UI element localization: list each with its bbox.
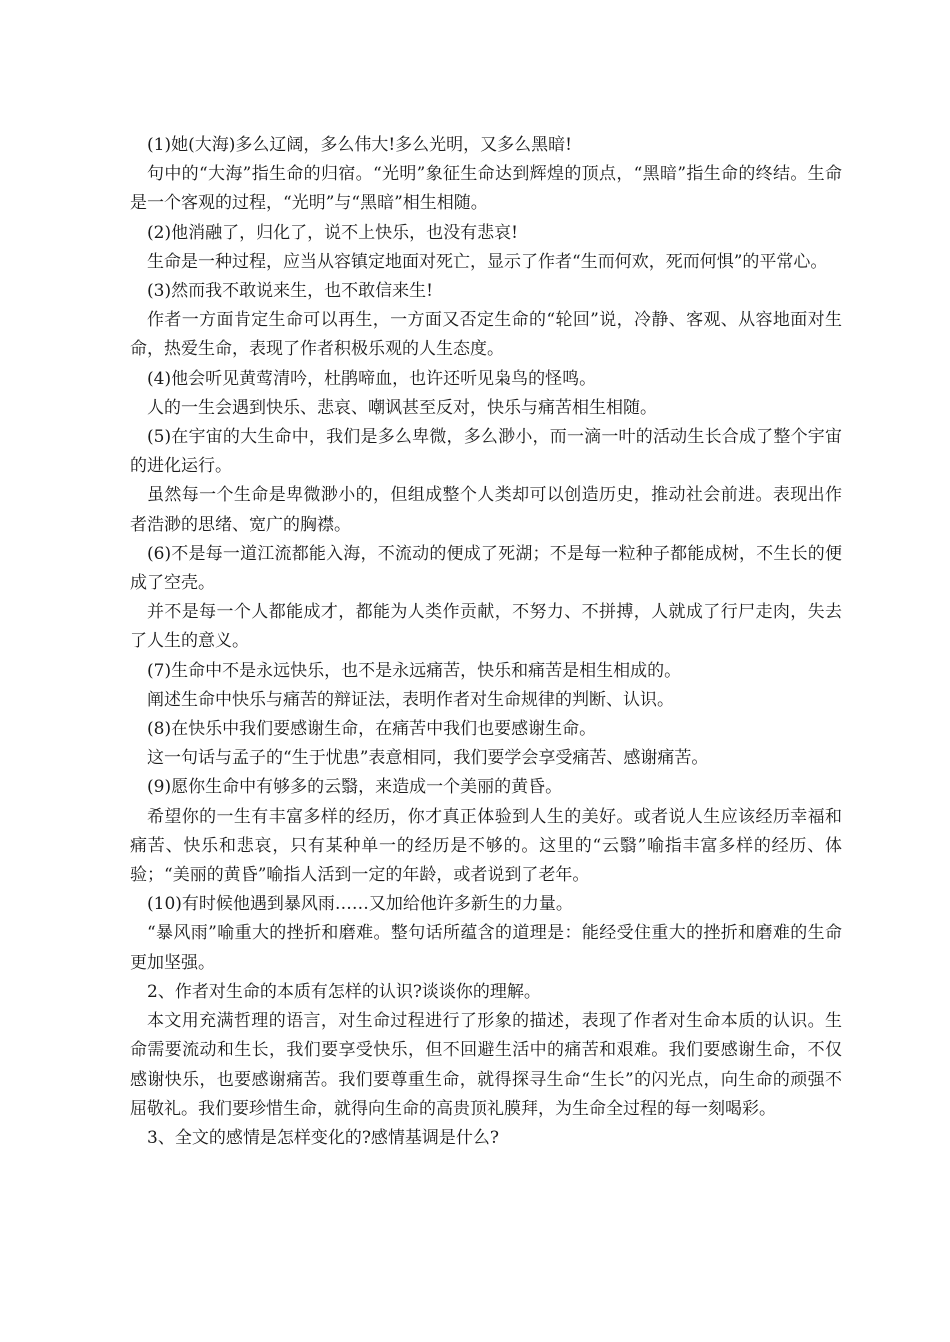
question-2: 2、作者对生命的本质有怎样的认识?谈谈你的理解。 [147,981,541,1002]
explanation-9: 希望你的一生有丰富多样的经历，你才真正体验到人生的美好。或者说人生应该经历幸福和痛苦、快乐和悲哀，只有某种单一的经历是不够的。这里的“云翳”喻指丰富多样的经历、体验；“美丽的黄昏”喻指人活到一定的年龄，或者说到了老年。 [130,806,842,886]
quote-sentence-1: (1)她(大海)多么辽阔，多么伟大!多么光明，又多么黑暗! [147,135,573,155]
quote-sentence-6: (6)不是每一道江流都能入海，不流动的便成了死湖；不是每一粒种子都能成树，不生长的便成了空壳。 [130,543,842,594]
explanation-6: 并不是每一个人都能成才，都能为人类作贡献，不努力、不拼搏，人就成了行尸走肉，失去了人生的意义。 [130,602,842,652]
quote-sentence-9: (9)愿你生命中有够多的云翳，来造成一个美丽的黄昏。 [147,777,563,798]
quote-sentence-3: (3)然而我不敢说来生，也不敢信来生! [147,281,433,302]
explanation-3: 作者一方面肯定生命可以再生，一方面又否定生命的“轮回”说，冷静、客观、从容地面对生命，热爱生命，表现了作者积极乐观的人生态度。 [130,310,842,360]
quote-sentence-10: (10)有时候他遇到暴风雨……又加给他许多新生的力量。 [147,894,573,915]
quote-sentence-7: (7)生命中不是永远快乐，也不是永远痛苦，快乐和痛苦是相生相成的。 [147,660,682,681]
document-body [130,131,842,1153]
explanation-7: 阐述生命中快乐与痛苦的辩证法，表明作者对生命规律的判断、认识。 [147,689,674,710]
explanation-5: 虽然每一个生命是卑微渺小的，但组成整个人类却可以创造历史，推动社会前进。表现出作者浩渺的思绪、宽广的胸襟。 [130,485,842,535]
quote-sentence-8: (8)在快乐中我们要感谢生命，在痛苦中我们也要感谢生命。 [147,719,597,740]
explanation-8: 这一句话与孟子的“生于忧患”表意相同，我们要学会享受痛苦、感谢痛苦。 [147,748,709,769]
explanation-10: “暴风雨”喻重大的挫折和磨难。整句话所蕴含的道理是：能经受住重大的挫折和磨难的生命更加坚强。 [130,923,842,973]
quote-sentence-5: (5)在宇宙的大生命中，我们是多么卑微，多么渺小，而一滴一叶的活动生长合成了整个宇宙的进化运行。 [130,427,842,477]
quote-sentence-4: (4)他会听见黄莺清吟，杜鹃啼血，也许还听见枭鸟的怪鸣。 [147,368,597,389]
explanation-1: 句中的“大海”指生命的归宿。“光明”象征生命达到辉煌的顶点，“黑暗”指生命的终结。生命是一个客观的过程，“光明”与“黑暗”相生相随。 [130,164,842,214]
answer-2: 本文用充满哲理的语言，对生命过程进行了形象的描述，表现了作者对生命本质的认识。生命需要流动和生长，我们要享受快乐，但不回避生活中的痛苦和艰难。我们要感谢生命，不仅感谢快乐，也要感谢痛苦。我们要尊重生命，就得探寻生命“生长”的闪光点，向生命的顽强不屈敬礼。我们要珍惜生命，就得向生命的高贵顶礼膜拜，为生命全过程的每一刻喝彩。 [130,1011,842,1119]
explanation-4: 人的一生会遇到快乐、悲哀、嘲讽甚至反对，快乐与痛苦相生相随。 [147,397,657,418]
quote-sentence-2: (2)他消融了，归化了，说不上快乐，也没有悲哀! [147,222,518,243]
question-3: 3、全文的感情是怎样变化的?感情基调是什么? [147,1127,500,1148]
explanation-2: 生命是一种过程，应当从容镇定地面对死亡，显示了作者“生而何欢，死而何惧”的平常心。 [147,251,828,272]
